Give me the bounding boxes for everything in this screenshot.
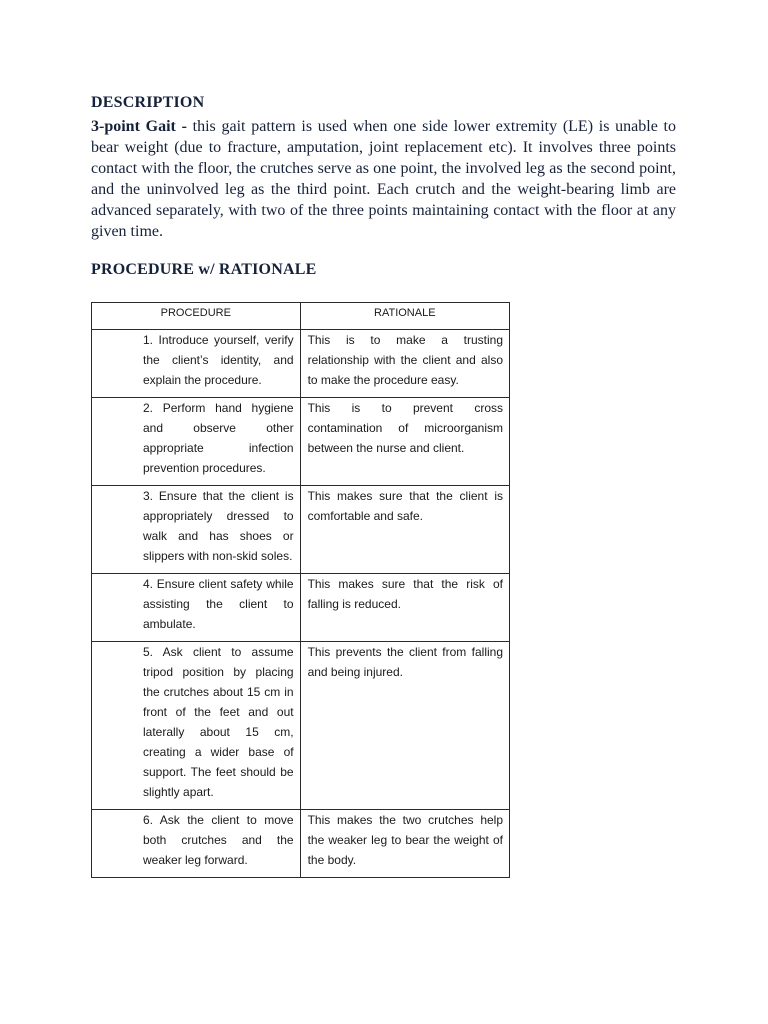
procedure-cell: 4. Ensure client safety while assisting the client to ambulate. [143, 577, 294, 631]
rationale-cell: This makes the two crutches help the weaker leg to bear the weight of the body. [307, 813, 503, 867]
table-row [92, 330, 510, 398]
description-heading: DESCRIPTION [91, 94, 205, 111]
procedure-cell: 3. Ensure that the client is appropriately dressed to walk and has shoes or slippers with non-skid soles. [143, 489, 294, 563]
procedure-cell: 2. Perform hand hygiene and observe other appropriate infection prevention procedures. [143, 401, 294, 475]
procedure-cell: 6. Ask the client to move both crutches and the weaker leg forward. [143, 813, 294, 867]
table-row [92, 486, 510, 574]
rationale-cell: This is to make a trusting relationship with the client and also to make the procedure easy. [307, 333, 503, 387]
procedure-table [91, 302, 510, 878]
description-term: 3-point Gait - [91, 118, 187, 135]
rationale-cell: This prevents the client from falling and being injured. [307, 645, 503, 679]
procedure-cell: 5. Ask client to assume tripod position by placing the crutches about 15 cm in front of the feet and out laterally about 15 cm, creating a wider base of support. The feet should be slightly apart. [143, 645, 294, 799]
procedure-heading: PROCEDURE w/ RATIONALE [91, 261, 317, 278]
table-row [92, 398, 510, 486]
rationale-cell: This makes sure that the risk of falling is reduced. [307, 577, 503, 611]
table-row [92, 810, 510, 878]
rationale-cell: This is to prevent cross contamination of microorganism between the nurse and client. [307, 401, 503, 455]
procedure-cell: 1. Introduce yourself, verify the client’s identity, and explain the procedure. [143, 333, 294, 387]
procedure-column-header: PROCEDURE [92, 303, 301, 330]
rationale-cell: This makes sure that the client is comfortable and safe. [307, 489, 503, 523]
description-paragraph [91, 116, 676, 242]
rationale-column-header: RATIONALE [300, 303, 509, 330]
table-row [92, 574, 510, 642]
table-header-row [92, 303, 510, 330]
description-text: this gait pattern is used when one side lower extremity (LE) is unable to bear weight (due to fracture, amputation, joint replacement etc). It involves three points contact with the floor, the crutches serve as one point, the involved leg as the second point, and the uninvolved leg as the third point. Each crutch and the weight-bearing limb are advanced separately, with two of the three points maintaining contact with the floor at any given time. [91, 118, 676, 240]
table-row [92, 642, 510, 810]
